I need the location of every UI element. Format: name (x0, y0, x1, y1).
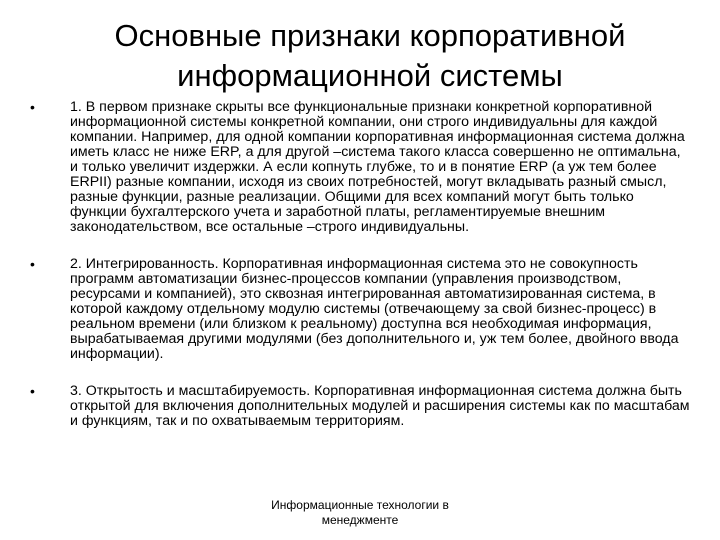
bullet-item-1 (30, 100, 690, 235)
slide-footer (240, 498, 480, 528)
slide-title-line-2: информационной системы (177, 58, 563, 93)
footer-line-1: Информационные технологии в (271, 498, 449, 512)
bullet-marker: • (30, 99, 35, 115)
bullet-marker: • (30, 256, 35, 272)
bullet-item-3 (30, 384, 690, 429)
bullet-text-3: 3. Открытость и масштабируемость. Корпоративная информационная система должна быть открытой для включения дополнительных модулей и расширения системы как по масштабам и функциям, так и по охватываемым территориям. (70, 383, 690, 429)
slide-title-line-1: Основные признаки корпоративной (114, 18, 626, 53)
bullet-marker: • (30, 383, 35, 399)
bullet-text-1: 1. В первом признаке скрыты все функциональные признаки конкретной корпоративной информационной системы конкретной компании, они строго индивидуальны для каждой компании. Например, для одной компании корпоративная информационная система должна иметь класс не ниже ERP, а для другой –система такого класса совершенно не оптимальна, и только увеличит издержки. А если копнуть глубже, то и в понятие ERP (а уж тем более ERPII) разные компании, исходя из своих потребностей, могут вкладывать разный смысл, разные функции, разные реализации. Общими для всех компаний могут быть только функции бухгалтерского учета и заработной платы, регламентируемые внешним законодательством, все остальные –строго индивидуальны. (70, 99, 685, 235)
slide-title (60, 16, 680, 96)
footer-line-2: менеджменте (321, 513, 399, 527)
bullet-text-2: 2. Интегрированность. Корпоративная информационная система это не совокупность программ автоматизации бизнес-процессов компании (управления производством, ресурсами и компанией), это сквозная интегрированная автоматизированная система, в которой каждому отдельному модулю системы (отвечающему за свой бизнес-процесс) в реальном времени (или близком к реальному) доступна вся необходимая информация, вырабатываемая другими модулями (без дополнительного и, уж тем более, двойного ввода информации). (70, 256, 679, 362)
bullet-list (30, 100, 690, 451)
bullet-item-2 (30, 257, 690, 362)
